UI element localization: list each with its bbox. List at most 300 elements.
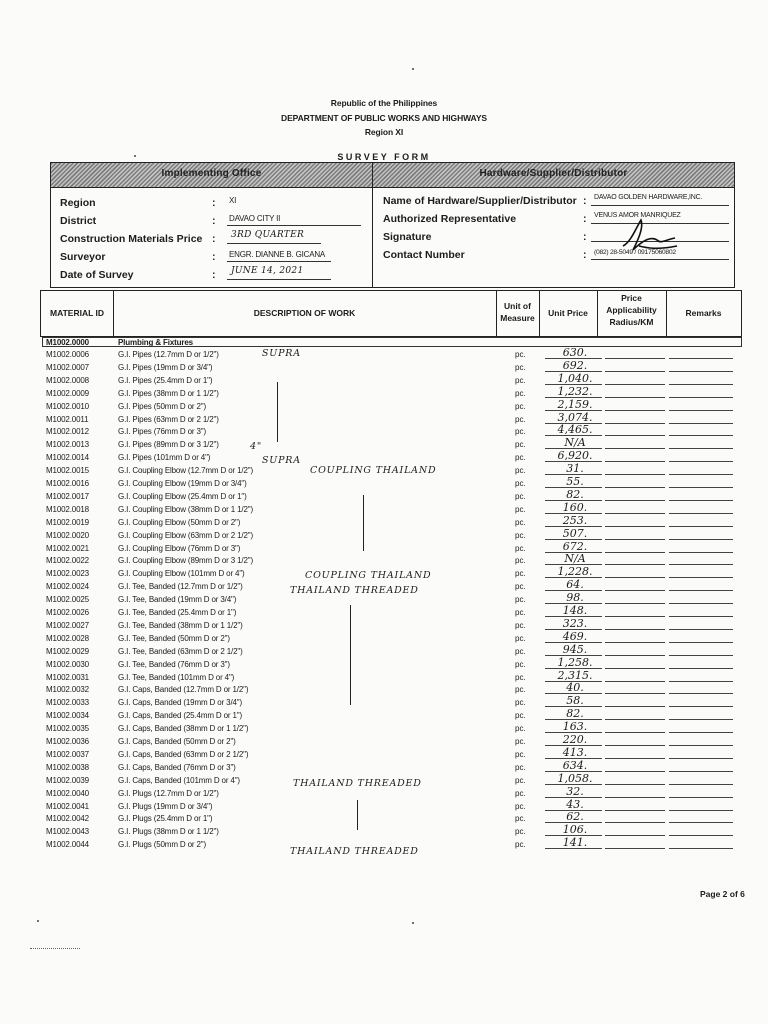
table-row xyxy=(0,410,768,428)
material-id: M1002.0009 xyxy=(46,388,89,398)
unit-of-measure: pc. xyxy=(515,350,526,359)
date-underline xyxy=(227,279,331,280)
table-row xyxy=(0,810,768,827)
speck xyxy=(37,920,39,922)
scan-artifact xyxy=(30,948,80,949)
unit-price: 507. xyxy=(562,526,588,540)
description: G.I. Plugs (38mm D or 1 1/2") xyxy=(118,827,219,837)
unit-price: 82. xyxy=(566,487,584,501)
unit-of-measure: pc. xyxy=(515,556,526,566)
description: G.I. Caps, Banded (63mm D or 2 1/2") xyxy=(118,749,249,759)
contact-underline xyxy=(591,259,729,260)
cell-underline xyxy=(605,822,665,823)
material-id: M1002.0012 xyxy=(46,427,89,437)
material-id: M1002.0033 xyxy=(46,698,89,708)
col-material-id: MATERIAL ID xyxy=(50,308,104,318)
material-id: M1002.0027 xyxy=(46,620,89,630)
unit-price: 220. xyxy=(562,733,588,746)
continuation-stroke xyxy=(363,495,364,551)
cell-underline xyxy=(605,784,665,785)
description: G.I. Tee, Banded (19mm D or 3/4") xyxy=(118,595,237,605)
cell-underline xyxy=(605,732,665,733)
cell-underline xyxy=(605,681,665,682)
cell-underline xyxy=(669,629,733,630)
cell-underline xyxy=(669,539,733,540)
unit-of-measure: pc. xyxy=(515,737,526,746)
unit-price: N/A xyxy=(564,436,586,450)
region-label: Region xyxy=(60,197,96,209)
cell-underline xyxy=(669,423,733,424)
unit-price: 1,258. xyxy=(557,655,593,669)
colon: : xyxy=(212,215,216,227)
surveyor-value: ENGR. DIANNE B. GICANA xyxy=(229,250,326,259)
cell-underline xyxy=(605,603,665,604)
material-id: M1002.0007 xyxy=(46,362,89,372)
unit-price: 148. xyxy=(562,604,588,617)
table-row xyxy=(0,604,768,621)
unit-of-measure: pc. xyxy=(515,827,526,837)
unit-of-measure: pc. xyxy=(515,633,526,643)
unit-of-measure: pc. xyxy=(515,491,526,501)
unit-price: 82. xyxy=(566,707,584,721)
colon: : xyxy=(583,249,587,261)
cell-underline xyxy=(669,590,733,591)
cell-underline xyxy=(605,513,665,514)
handwritten-note: SUPRA xyxy=(262,348,301,359)
unit-of-measure: pc. xyxy=(515,762,526,772)
cell-underline xyxy=(605,616,665,617)
unit-price: 1,232. xyxy=(557,384,593,398)
material-id: M1002.0023 xyxy=(46,569,89,579)
table-row xyxy=(0,475,768,492)
colon: : xyxy=(212,197,216,209)
date-value: JUNE 14, 2021 xyxy=(231,266,304,276)
table-row xyxy=(0,526,768,544)
unit-price: 2,315. xyxy=(557,668,593,682)
cell-underline xyxy=(669,603,733,604)
table-row xyxy=(0,733,768,750)
description: G.I. Tee, Banded (101mm D or 4") xyxy=(118,672,235,682)
description: G.I. Caps, Banded (25.4mm D or 1") xyxy=(118,711,243,721)
cell-underline xyxy=(605,358,665,359)
material-id: M1002.0036 xyxy=(46,737,89,746)
description: G.I. Plugs (25.4mm D or 1") xyxy=(118,814,213,824)
cell-underline xyxy=(605,552,665,553)
table-row xyxy=(0,823,768,840)
info-divider xyxy=(372,163,373,287)
unit-of-measure: pc. xyxy=(515,814,526,824)
colon: : xyxy=(212,251,216,263)
description: G.I. Coupling Elbow (101mm D or 4") xyxy=(118,569,245,579)
unit-of-measure: pc. xyxy=(515,698,526,708)
cell-underline xyxy=(605,435,665,436)
unit-of-measure: pc. xyxy=(515,788,526,798)
unit-price: 64. xyxy=(566,578,584,592)
table-row xyxy=(0,591,768,608)
cell-underline xyxy=(605,810,665,811)
material-id: M1002.0015 xyxy=(46,466,89,476)
cell-underline xyxy=(669,693,733,694)
material-id: M1002.0029 xyxy=(46,646,89,656)
cell-underline xyxy=(669,435,733,436)
cell-underline xyxy=(669,797,733,798)
colon: : xyxy=(583,213,587,225)
description: G.I. Coupling Elbow (63mm D or 2 1/2") xyxy=(118,530,253,540)
table-row xyxy=(0,720,768,737)
unit-price: 945. xyxy=(562,642,588,656)
table-row xyxy=(0,784,768,802)
price-underline xyxy=(227,243,321,244)
material-id: M1002.0028 xyxy=(46,633,89,643)
signature-label: Signature xyxy=(383,231,432,243)
table-row xyxy=(0,371,768,389)
colon: : xyxy=(583,195,587,207)
unit-of-measure: pc. xyxy=(515,801,526,811)
unit-price: 141. xyxy=(562,836,588,850)
material-id: M1002.0011 xyxy=(46,414,89,424)
description: G.I. Tee, Banded (63mm D or 2 1/2") xyxy=(118,646,243,656)
handwritten-note: 4" xyxy=(250,441,263,452)
unit-of-measure: pc. xyxy=(515,840,526,850)
header-republic: Republic of the Philippines xyxy=(330,98,438,108)
unit-price: N/A xyxy=(564,552,586,566)
unit-price: 32. xyxy=(566,784,584,798)
cell-underline xyxy=(669,822,733,823)
cell-underline xyxy=(669,771,733,772)
handwritten-note: SUPRA xyxy=(262,455,301,466)
cell-underline xyxy=(605,590,665,591)
material-id: M1002.0032 xyxy=(46,685,89,695)
surveyor-label: Surveyor xyxy=(60,251,106,263)
cell-underline xyxy=(669,487,733,488)
speck xyxy=(134,155,136,157)
unit-price: 692. xyxy=(562,358,588,372)
description: G.I. Coupling Elbow (25.4mm D or 1") xyxy=(118,491,247,501)
unit-of-measure: pc. xyxy=(515,711,526,721)
continuation-stroke xyxy=(350,605,351,705)
cell-underline xyxy=(605,384,665,385)
colon: : xyxy=(583,231,587,243)
col-unit-line1: Unit of xyxy=(504,301,531,311)
unit-of-measure: pc. xyxy=(515,362,526,372)
description: G.I. Tee, Banded (38mm D or 1 1/2") xyxy=(118,620,243,630)
unit-of-measure: pc. xyxy=(515,414,526,424)
material-id: M1002.0037 xyxy=(46,749,89,759)
description: G.I. Pipes (25.4mm D or 1") xyxy=(118,375,213,385)
price-period-value: 3RD QUARTER xyxy=(231,230,305,240)
district-label: District xyxy=(60,215,97,227)
cell-underline xyxy=(605,564,665,565)
district-value: DAVAO CITY II xyxy=(229,214,281,223)
cell-underline xyxy=(669,397,733,398)
cell-underline xyxy=(605,629,665,630)
supplier-name-value: DAVAO GOLDEN HARDWARE,INC. xyxy=(594,194,703,201)
table-row xyxy=(0,500,768,518)
cell-underline xyxy=(605,397,665,398)
cell-underline xyxy=(669,681,733,682)
supplier-heading-label: Hardware/Supplier/Distributor xyxy=(479,168,628,179)
cell-underline xyxy=(669,719,733,720)
unit-of-measure: pc. xyxy=(515,582,526,592)
unit-price: 1,040. xyxy=(557,371,593,385)
cell-underline xyxy=(669,848,733,849)
cell-underline xyxy=(605,371,665,372)
unit-of-measure: pc. xyxy=(515,453,526,463)
description: G.I. Tee, Banded (76mm D or 3") xyxy=(118,659,230,669)
cell-underline xyxy=(669,564,733,565)
unit-of-measure: pc. xyxy=(515,427,526,437)
rep-label: Authorized Representative xyxy=(383,213,517,225)
unit-of-measure: pc. xyxy=(515,749,526,759)
cell-underline xyxy=(669,513,733,514)
cell-underline xyxy=(545,848,602,849)
unit-of-measure: pc. xyxy=(515,530,526,540)
unit-price: 43. xyxy=(566,797,584,811)
table-row xyxy=(0,758,768,776)
unit-price: 413. xyxy=(562,745,588,759)
description: G.I. Coupling Elbow (50mm D or 2") xyxy=(118,517,241,527)
unit-of-measure: pc. xyxy=(515,685,526,695)
cell-underline xyxy=(605,642,665,643)
unit-price: 6,920. xyxy=(557,449,593,463)
cell-underline xyxy=(669,577,733,578)
description: G.I. Caps, Banded (50mm D or 2") xyxy=(118,737,236,746)
col-radius-line1: Price xyxy=(621,293,642,303)
cell-underline xyxy=(669,474,733,475)
region-value: XI xyxy=(229,196,237,205)
cell-underline xyxy=(669,732,733,733)
material-id: M1002.0031 xyxy=(46,672,89,682)
material-id: M1002.0013 xyxy=(46,440,89,450)
cell-underline xyxy=(605,474,665,475)
cell-underline xyxy=(669,784,733,785)
unit-price: 2,159. xyxy=(557,397,593,411)
unit-of-measure: pc. xyxy=(515,608,526,617)
cell-underline xyxy=(605,577,665,578)
handwritten-note: THAILAND THREADED xyxy=(293,778,422,789)
handwritten-note: THAILAND THREADED xyxy=(290,846,419,857)
cell-underline xyxy=(669,410,733,411)
description: G.I. Pipes (38mm D or 1 1/2") xyxy=(118,388,219,398)
material-id: M1002.0016 xyxy=(46,479,89,488)
unit-price: 98. xyxy=(566,591,584,605)
unit-price: 58. xyxy=(566,694,584,708)
unit-price: 1,228. xyxy=(557,565,593,579)
table-row xyxy=(0,694,768,711)
material-id: M1002.0025 xyxy=(46,595,89,605)
cell-underline xyxy=(605,448,665,449)
table-row xyxy=(0,668,768,686)
cell-underline xyxy=(669,500,733,501)
page-number: Page 2 of 6 xyxy=(700,889,745,899)
material-id: M1002.0035 xyxy=(46,724,89,734)
material-id: M1002.0042 xyxy=(46,814,89,824)
description: G.I. Caps, Banded (38mm D or 1 1/2") xyxy=(118,724,249,734)
cell-underline xyxy=(669,835,733,836)
cell-underline xyxy=(669,358,733,359)
description: G.I. Tee, Banded (12.7mm D or 1/2") xyxy=(118,582,243,592)
cell-underline xyxy=(605,655,665,656)
cell-underline xyxy=(669,552,733,553)
signature-scribble xyxy=(617,216,681,258)
table-row xyxy=(0,397,768,415)
material-id: M1002.0043 xyxy=(46,827,89,837)
materials-table-header xyxy=(40,290,742,337)
unit-of-measure: pc. xyxy=(515,646,526,656)
table-row xyxy=(0,423,768,440)
table-row xyxy=(0,487,768,505)
cell-underline xyxy=(669,642,733,643)
surveyor-underline xyxy=(227,261,331,262)
unit-of-measure: pc. xyxy=(515,724,526,734)
material-id: M1002.0038 xyxy=(46,762,89,772)
cell-underline xyxy=(669,526,733,527)
col-radius-line2: Applicability xyxy=(606,305,657,315)
contact-label: Contact Number xyxy=(383,249,465,261)
description: G.I. Tee, Banded (50mm D or 2") xyxy=(118,633,230,643)
material-id: M1002.0044 xyxy=(46,840,89,850)
cell-underline xyxy=(669,461,733,462)
table-row xyxy=(0,346,768,363)
material-id: M1002.0024 xyxy=(46,582,89,592)
cell-underline xyxy=(605,797,665,798)
description: G.I. Plugs (12.7mm D or 1/2") xyxy=(118,788,219,798)
description: G.I. Pipes (89mm D or 3 1/2") xyxy=(118,440,219,450)
unit-price: 469. xyxy=(562,629,588,643)
unit-of-measure: pc. xyxy=(515,388,526,398)
cell-underline xyxy=(605,500,665,501)
unit-of-measure: pc. xyxy=(515,659,526,669)
material-id: M1002.0006 xyxy=(46,350,89,359)
header-department: DEPARTMENT OF PUBLIC WORKS AND HIGHWAYS xyxy=(281,113,487,123)
col-unit-price: Unit Price xyxy=(548,308,588,318)
section-id: M1002.0000 xyxy=(46,338,89,347)
unit-of-measure: pc. xyxy=(515,775,526,785)
unit-price: 634. xyxy=(562,758,588,772)
colon: : xyxy=(212,233,216,245)
description: G.I. Pipes (63mm D or 2 1/2") xyxy=(118,414,219,424)
supplier-name-label: Name of Hardware/Supplier/Distributor xyxy=(383,195,577,207)
description: G.I. Coupling Elbow (38mm D or 1 1/2") xyxy=(118,504,253,514)
cell-underline xyxy=(605,487,665,488)
unit-of-measure: pc. xyxy=(515,479,526,488)
material-id: M1002.0017 xyxy=(46,491,89,501)
implementing-office-label: Implementing Office xyxy=(161,168,262,179)
section-desc: Plumbing & Fixtures xyxy=(118,338,193,347)
description: G.I. Caps, Banded (19mm D or 3/4") xyxy=(118,698,243,708)
table-row xyxy=(0,707,768,724)
table-row xyxy=(0,629,768,647)
unit-of-measure: pc. xyxy=(515,504,526,514)
continuation-stroke xyxy=(357,800,358,830)
cell-underline xyxy=(669,655,733,656)
table-row xyxy=(0,616,768,634)
material-id: M1002.0008 xyxy=(46,375,89,385)
cell-underline xyxy=(605,771,665,772)
material-id: M1002.0030 xyxy=(46,659,89,669)
date-label: Date of Survey xyxy=(60,269,134,281)
unit-price: 160. xyxy=(562,500,588,514)
unit-of-measure: pc. xyxy=(515,620,526,630)
district-underline xyxy=(227,225,361,226)
table-row xyxy=(0,552,768,569)
cell-underline xyxy=(605,719,665,720)
material-id: M1002.0034 xyxy=(46,711,89,721)
cell-underline xyxy=(669,758,733,759)
description: G.I. Coupling Elbow (89mm D or 3 1/2") xyxy=(118,556,253,566)
material-id: M1002.0026 xyxy=(46,608,89,617)
cell-underline xyxy=(605,693,665,694)
description: G.I. Plugs (50mm D or 2") xyxy=(118,840,207,850)
material-id: M1002.0019 xyxy=(46,517,89,527)
cell-underline xyxy=(669,384,733,385)
unit-price: 4,465. xyxy=(557,423,593,437)
unit-price: 630. xyxy=(562,346,588,359)
material-id: M1002.0014 xyxy=(46,453,89,463)
handwritten-note: COUPLING THAILAND xyxy=(310,465,437,476)
cell-underline xyxy=(605,848,665,849)
speck xyxy=(412,68,414,70)
cell-underline xyxy=(605,835,665,836)
table-row xyxy=(0,745,768,763)
unit-price: 163. xyxy=(562,720,588,734)
cell-underline xyxy=(669,745,733,746)
cell-underline xyxy=(605,423,665,424)
unit-of-measure: pc. xyxy=(515,375,526,385)
table-row xyxy=(0,681,768,698)
unit-of-measure: pc. xyxy=(515,569,526,579)
cell-underline xyxy=(605,745,665,746)
description: G.I. Coupling Elbow (76mm D or 3") xyxy=(118,543,241,553)
material-id: M1002.0020 xyxy=(46,530,89,540)
cell-underline xyxy=(605,526,665,527)
table-row xyxy=(0,513,768,531)
material-id: M1002.0022 xyxy=(46,556,89,566)
header-region: Region XI xyxy=(364,127,404,137)
price-label: Construction Materials Price xyxy=(60,233,203,245)
material-id: M1002.0010 xyxy=(46,401,89,411)
table-row xyxy=(0,436,768,453)
description: G.I. Plugs (19mm D or 3/4") xyxy=(118,801,213,811)
unit-of-measure: pc. xyxy=(515,595,526,605)
description: G.I. Caps, Banded (101mm D or 4") xyxy=(118,775,240,785)
material-id: M1002.0039 xyxy=(46,775,89,785)
description: G.I. Caps, Banded (12.7mm D or 1/2") xyxy=(118,685,249,695)
table-row xyxy=(0,655,768,673)
handwritten-note: THAILAND THREADED xyxy=(290,585,419,596)
unit-price: 3,074. xyxy=(557,410,593,424)
unit-price: 55. xyxy=(566,475,584,488)
unit-of-measure: pc. xyxy=(515,672,526,682)
unit-price: 62. xyxy=(566,810,584,824)
handwritten-note: COUPLING THAILAND xyxy=(305,570,432,581)
table-row xyxy=(0,642,768,660)
col-remarks: Remarks xyxy=(685,308,722,318)
rep-value: VENUS AMOR MANRIQUEZ xyxy=(594,212,681,219)
unit-of-measure: pc. xyxy=(515,517,526,527)
material-id: M1002.0041 xyxy=(46,801,89,811)
speck xyxy=(412,922,414,924)
cell-underline xyxy=(669,706,733,707)
unit-of-measure: pc. xyxy=(515,543,526,553)
unit-of-measure: pc. xyxy=(515,440,526,450)
unit-price: 323. xyxy=(562,616,588,630)
description: G.I. Pipes (76mm D or 3") xyxy=(118,427,207,437)
form-title: SURVEY FORM xyxy=(337,152,431,162)
unit-price: 1,058. xyxy=(557,771,593,785)
description: G.I. Tee, Banded (25.4mm D or 1") xyxy=(118,608,237,617)
description: G.I. Caps, Banded (76mm D or 3") xyxy=(118,762,236,772)
